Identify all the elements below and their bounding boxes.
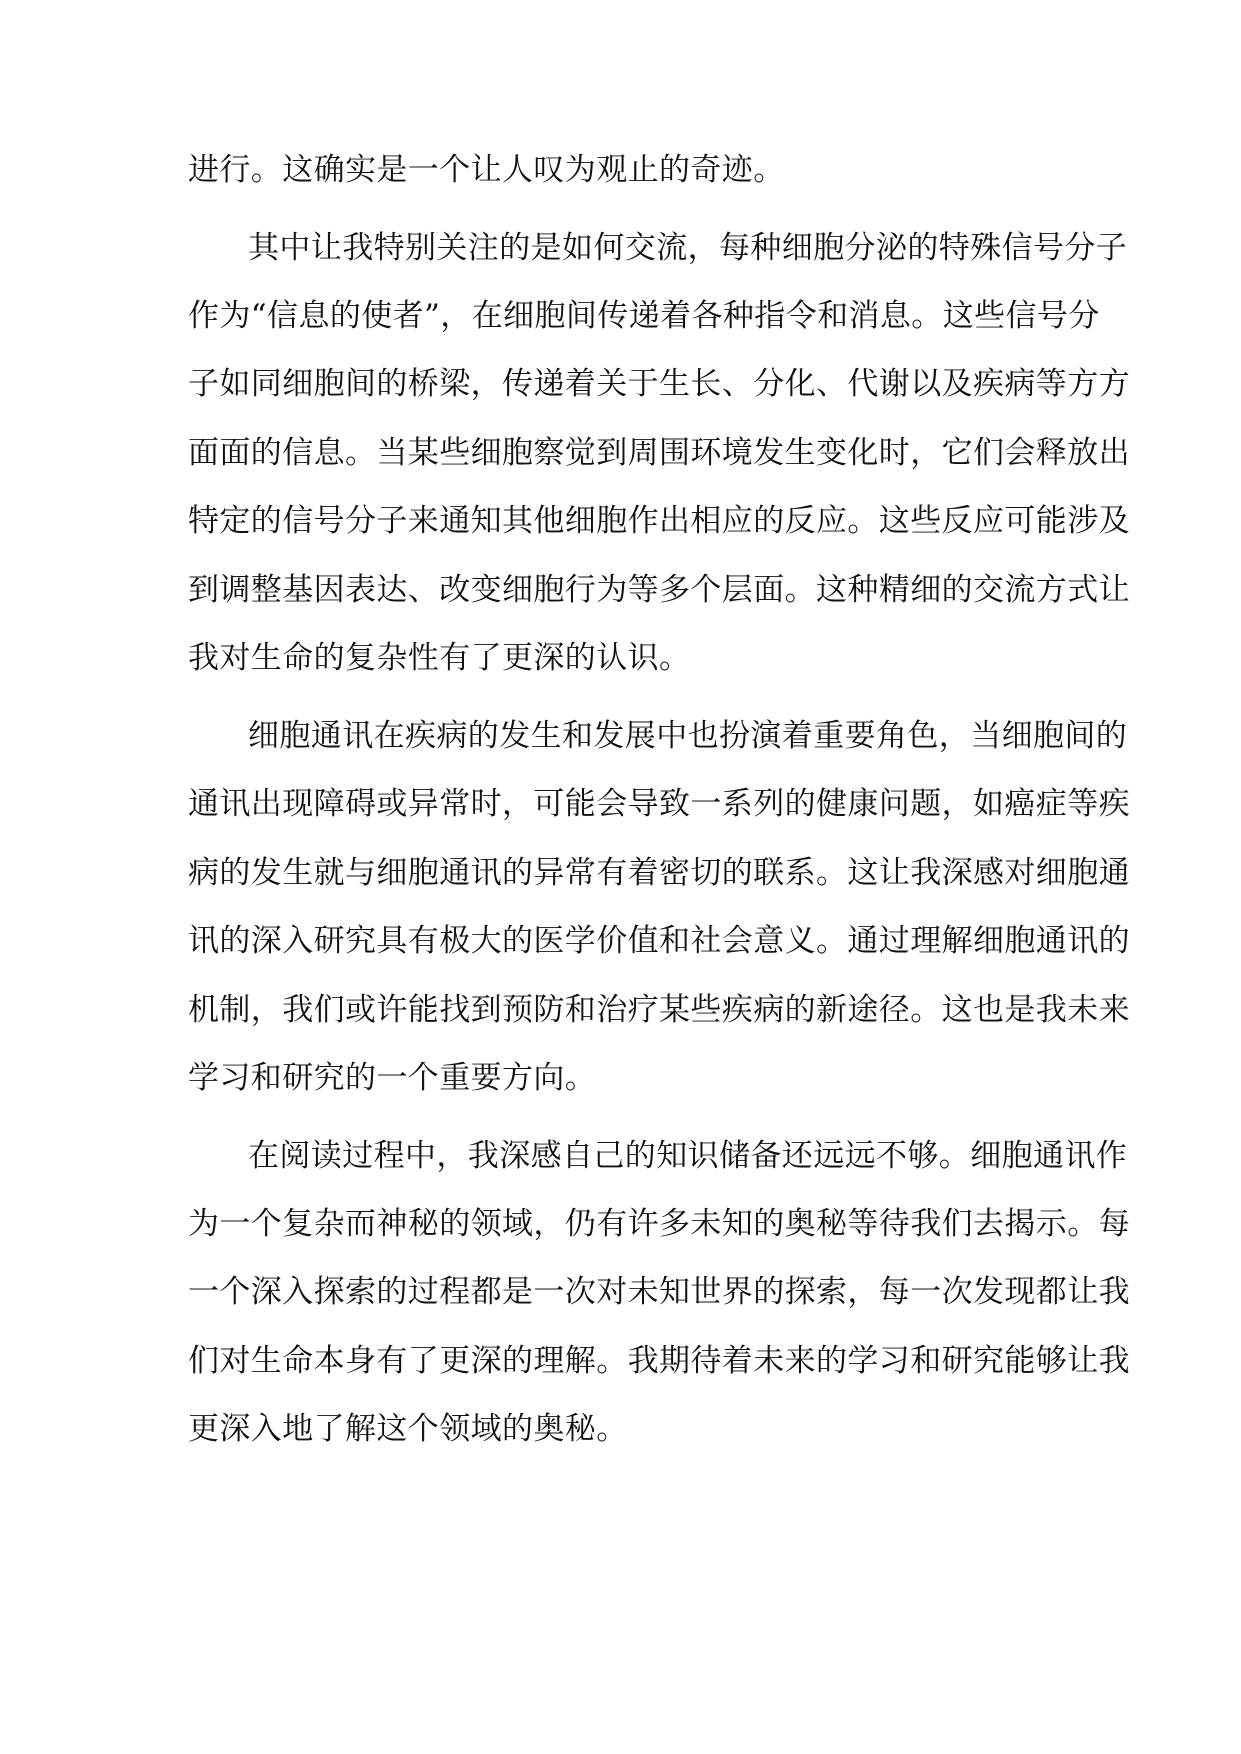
paragraph-start-line: 细胞通讯在疾病的发生和发展中也扮演着重要角色，当细胞间的 xyxy=(248,718,1128,754)
text-line: 学习和研究的一个重要方向。 xyxy=(188,1060,597,1096)
text-line: 们对生命本身有了更深的理解。我期待着未来的学习和研究能够让我 xyxy=(188,1343,1130,1379)
text-line: 面面的信息。当某些细胞察觉到周围环境发生变化时，它们会释放出 xyxy=(188,435,1130,471)
text-line: 一个深入探索的过程都是一次对未知世界的探索，每一次发现都让我 xyxy=(188,1274,1130,1310)
text-line: 我对生命的复杂性有了更深的认识。 xyxy=(188,640,691,676)
text-line: 通讯出现障碍或异常时，可能会导致一系列的健康问题，如癌症等疾 xyxy=(188,786,1130,822)
text-line: 机制，我们或许能找到预防和治疗某些疾病的新途径。这也是我未来 xyxy=(188,992,1130,1028)
text-line: 进行。这确实是一个让人叹为观止的奇迹。 xyxy=(188,152,785,188)
paragraph-start-line: 其中让我特别关注的是如何交流，每种细胞分泌的特殊信号分子 xyxy=(248,230,1128,266)
paragraph-start-line: 在阅读过程中，我深感自己的知识储备还远远不够。细胞通讯作 xyxy=(248,1138,1128,1174)
text-line: 更深入地了解这个领域的奥秘。 xyxy=(188,1411,628,1447)
text-line: 到调整基因表达、改变细胞行为等多个层面。这种精细的交流方式让 xyxy=(188,572,1130,608)
text-line: 子如同细胞间的桥梁，传递着关于生长、分化、代谢以及疾病等方方 xyxy=(188,366,1130,402)
text-line: 病的发生就与细胞通讯的异常有着密切的联系。这让我深感对细胞通 xyxy=(188,855,1130,891)
text-line: 作为“信息的使者”，在细胞间传递着各种指令和消息。这些信号分 xyxy=(188,298,1100,334)
text-line: 为一个复杂而神秘的领域，仍有许多未知的奥秘等待我们去揭示。每 xyxy=(188,1206,1130,1242)
text-line: 特定的信号分子来通知其他细胞作出相应的反应。这些反应可能涉及 xyxy=(188,503,1130,539)
text-line: 讯的深入研究具有极大的医学价值和社会意义。通过理解细胞通讯的 xyxy=(188,923,1130,959)
